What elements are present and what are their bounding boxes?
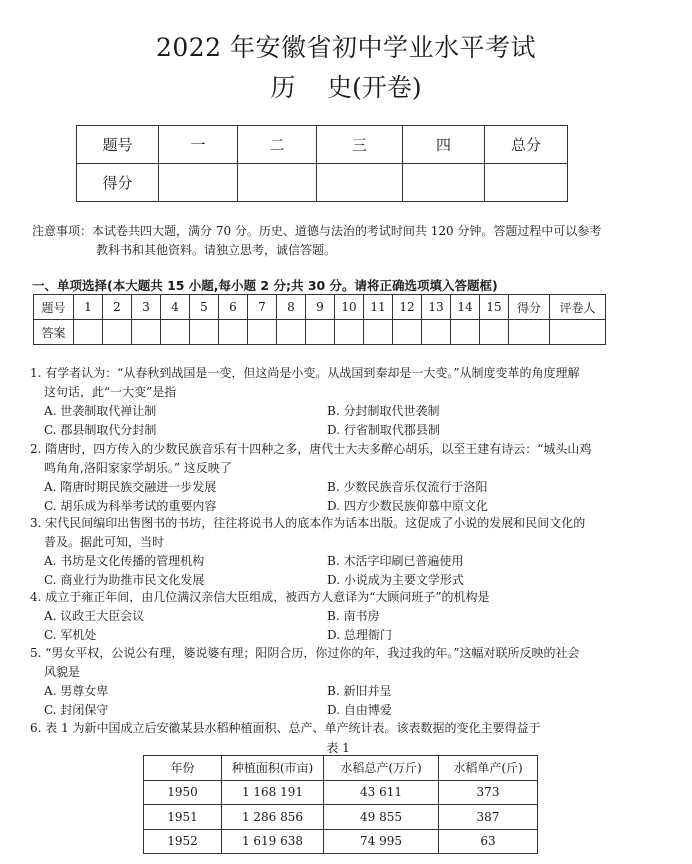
score-row-label: 得分 (77, 164, 159, 202)
option-d[interactable]: D. 小说成为主要文学形式 (327, 573, 464, 587)
answer-cell[interactable] (306, 320, 335, 345)
year-cell: 1950 (144, 780, 222, 805)
option-d[interactable]: D. 行省制取代郡县制 (327, 423, 440, 437)
answer-cell[interactable] (451, 320, 480, 345)
section-1-heading: 一、单项选择(本大题共 15 小题,每小题 2 分;共 30 分。请将正确选项填入答题框) (32, 278, 498, 293)
table-row (144, 829, 538, 854)
question-options (30, 552, 630, 590)
score-header-cell: 四 (403, 126, 485, 164)
option-c[interactable]: C. 封闭保守 (44, 703, 109, 717)
question-stem: 4. 成立于雍正年间，由几位满汉亲信大臣组成，被西方人意译为“大顾问班子”的机构是 (30, 590, 490, 604)
exam-title: 2022 年安徽省初中学业水平考试 (155, 33, 537, 62)
question-number-cell: 3 (132, 295, 161, 320)
question-6 (30, 719, 630, 738)
question-number-cell: 8 (277, 295, 306, 320)
score-cell[interactable] (317, 164, 403, 202)
question-stem: 1. 有学者认为：“从春秋到战国是一变，但这尚是小变。从战国到秦却是一大变。”从制度变革的角度理解 (30, 366, 580, 380)
question-2 (30, 440, 630, 516)
answer-grader-label: 评卷人 (550, 295, 606, 320)
option-a[interactable]: A. 世袭制取代禅让制 (44, 404, 157, 418)
question-5 (30, 644, 630, 720)
score-header-cell: 题号 (77, 126, 159, 164)
option-a[interactable]: A. 议政王大臣会议 (44, 609, 145, 623)
option-d[interactable]: D. 自由博爱 (327, 703, 392, 717)
question-number-cell: 15 (480, 295, 509, 320)
answer-table (33, 294, 606, 345)
question-number-cell: 12 (393, 295, 422, 320)
question-number-cell: 2 (103, 295, 132, 320)
total-output-cell: 49 855 (324, 805, 439, 830)
unit-yield-cell: 373 (439, 780, 538, 805)
score-table-score-row (77, 164, 568, 202)
option-b[interactable]: B. 少数民族音乐仅流行于洛阳 (327, 480, 488, 494)
year-cell: 1952 (144, 829, 222, 854)
unit-yield-cell: 387 (439, 805, 538, 830)
question-stem-continued: 鸣角角,洛阳家家学胡乐。” 这反映了 (44, 461, 232, 475)
column-header: 水稻单产(斤) (439, 756, 538, 781)
answer-cell[interactable] (480, 320, 509, 345)
notice-line-2: 教科书和其他资料。请独立思考，诚信答题。 (96, 243, 337, 257)
answer-cell[interactable] (335, 320, 364, 345)
table-1-header-row (144, 756, 538, 781)
option-c[interactable]: C. 郡县制取代分封制 (44, 423, 157, 437)
question-stem: 5. “男女平权，公说公有理，婆说婆有理；阳阴合历，你过你的年，我过我的年。”这幅对联所反映的社会 (30, 646, 580, 660)
answer-cell[interactable] (277, 320, 306, 345)
score-header-cell: 一 (159, 126, 238, 164)
answer-table-answer-row (34, 320, 606, 345)
score-cell[interactable] (485, 164, 568, 202)
answer-cell[interactable] (161, 320, 190, 345)
answer-score-cell[interactable] (509, 320, 550, 345)
answer-table-number-row (34, 295, 606, 320)
question-number-cell: 13 (422, 295, 451, 320)
question-3 (30, 514, 630, 590)
question-number-cell: 4 (161, 295, 190, 320)
answer-row-label: 答案 (34, 320, 74, 345)
answer-score-label: 得分 (509, 295, 550, 320)
answer-cell[interactable] (364, 320, 393, 345)
question-number-cell: 5 (190, 295, 219, 320)
score-table (76, 125, 568, 202)
question-number-cell: 6 (219, 295, 248, 320)
score-cell[interactable] (238, 164, 317, 202)
table-1-caption: 表 1 (326, 741, 350, 755)
notice-line-1: 注意事项：本试卷共四大题，满分 70 分。历史、道德与法治的考试时间共 120 分钟。答题过程中可以参考 (32, 224, 602, 238)
option-b[interactable]: B. 木活字印刷已普遍使用 (327, 554, 464, 568)
score-header-cell: 总分 (485, 126, 568, 164)
table-1 (143, 755, 538, 854)
option-b[interactable]: B. 分封制取代世袭制 (327, 404, 440, 418)
table-row (144, 780, 538, 805)
answer-cell[interactable] (132, 320, 161, 345)
question-4 (30, 588, 630, 645)
area-cell: 1 286 856 (222, 805, 324, 830)
option-c[interactable]: C. 商业行为助推市民文化发展 (44, 573, 205, 587)
question-stem: 3. 宋代民间编印出售图书的书坊，往往将说书人的底本作为话本出版。这促成了小说的发展和民间文化的 (30, 516, 586, 530)
option-d[interactable]: D. 总理衙门 (327, 628, 392, 642)
question-stem: 2. 隋唐时，四方传入的少数民族音乐有十四种之多，唐代士大夫多醉心胡乐，以至王建有诗云：“城头山鸡 (30, 442, 592, 456)
exam-notice (32, 222, 632, 260)
unit-yield-cell: 63 (439, 829, 538, 854)
column-header: 年份 (144, 756, 222, 781)
answer-cell[interactable] (219, 320, 248, 345)
option-d[interactable]: D. 四方少数民族仰慕中原文化 (327, 499, 488, 513)
score-header-cell: 二 (238, 126, 317, 164)
question-options (30, 402, 630, 440)
answer-cell[interactable] (103, 320, 132, 345)
question-options (30, 682, 630, 720)
option-b[interactable]: B. 南书房 (327, 609, 380, 623)
answer-cell[interactable] (190, 320, 219, 345)
exam-subtitle: 历 史(开卷) (270, 73, 422, 102)
question-number-cell: 14 (451, 295, 480, 320)
option-c[interactable]: C. 胡乐成为科举考试的重要内容 (44, 499, 217, 513)
question-number-cell: 11 (364, 295, 393, 320)
question-stem: 6. 表 1 为新中国成立后安徽某县水稻种植面积、总产、单产统计表。该表数据的变化主要得益于 (30, 721, 541, 735)
answer-cell[interactable] (393, 320, 422, 345)
question-options (30, 478, 630, 516)
question-number-cell: 7 (248, 295, 277, 320)
area-cell: 1 168 191 (222, 780, 324, 805)
table-row (144, 805, 538, 830)
question-number-cell: 9 (306, 295, 335, 320)
column-header: 水稻总产(万斤) (324, 756, 439, 781)
question-1 (30, 364, 630, 440)
question-stem-continued: 普及。据此可知，当时 (44, 535, 165, 549)
total-output-cell: 43 611 (324, 780, 439, 805)
year-cell: 1951 (144, 805, 222, 830)
option-a[interactable]: A. 隋唐时期民族交融进一步发展 (44, 480, 217, 494)
answer-cell[interactable] (74, 320, 103, 345)
question-number-cell: 1 (74, 295, 103, 320)
total-output-cell: 74 995 (324, 829, 439, 854)
question-number-cell: 10 (335, 295, 364, 320)
score-cell[interactable] (159, 164, 238, 202)
option-b[interactable]: B. 新旧并呈 (327, 684, 392, 698)
score-header-cell: 三 (317, 126, 403, 164)
score-table-header-row (77, 126, 568, 164)
question-options (30, 607, 630, 645)
option-c[interactable]: C. 军机处 (44, 628, 97, 642)
answer-header-label: 题号 (34, 295, 74, 320)
option-a[interactable]: A. 男尊女卑 (44, 684, 109, 698)
score-cell[interactable] (403, 164, 485, 202)
area-cell: 1 619 638 (222, 829, 324, 854)
question-stem-continued: 这句话，此“一大变”是指 (44, 385, 177, 399)
answer-cell[interactable] (422, 320, 451, 345)
option-a[interactable]: A. 书坊是文化传播的管理机构 (44, 554, 205, 568)
question-stem-continued: 风貌是 (44, 665, 81, 679)
answer-grader-cell[interactable] (550, 320, 606, 345)
answer-cell[interactable] (248, 320, 277, 345)
column-header: 种植面积(市亩) (222, 756, 324, 781)
